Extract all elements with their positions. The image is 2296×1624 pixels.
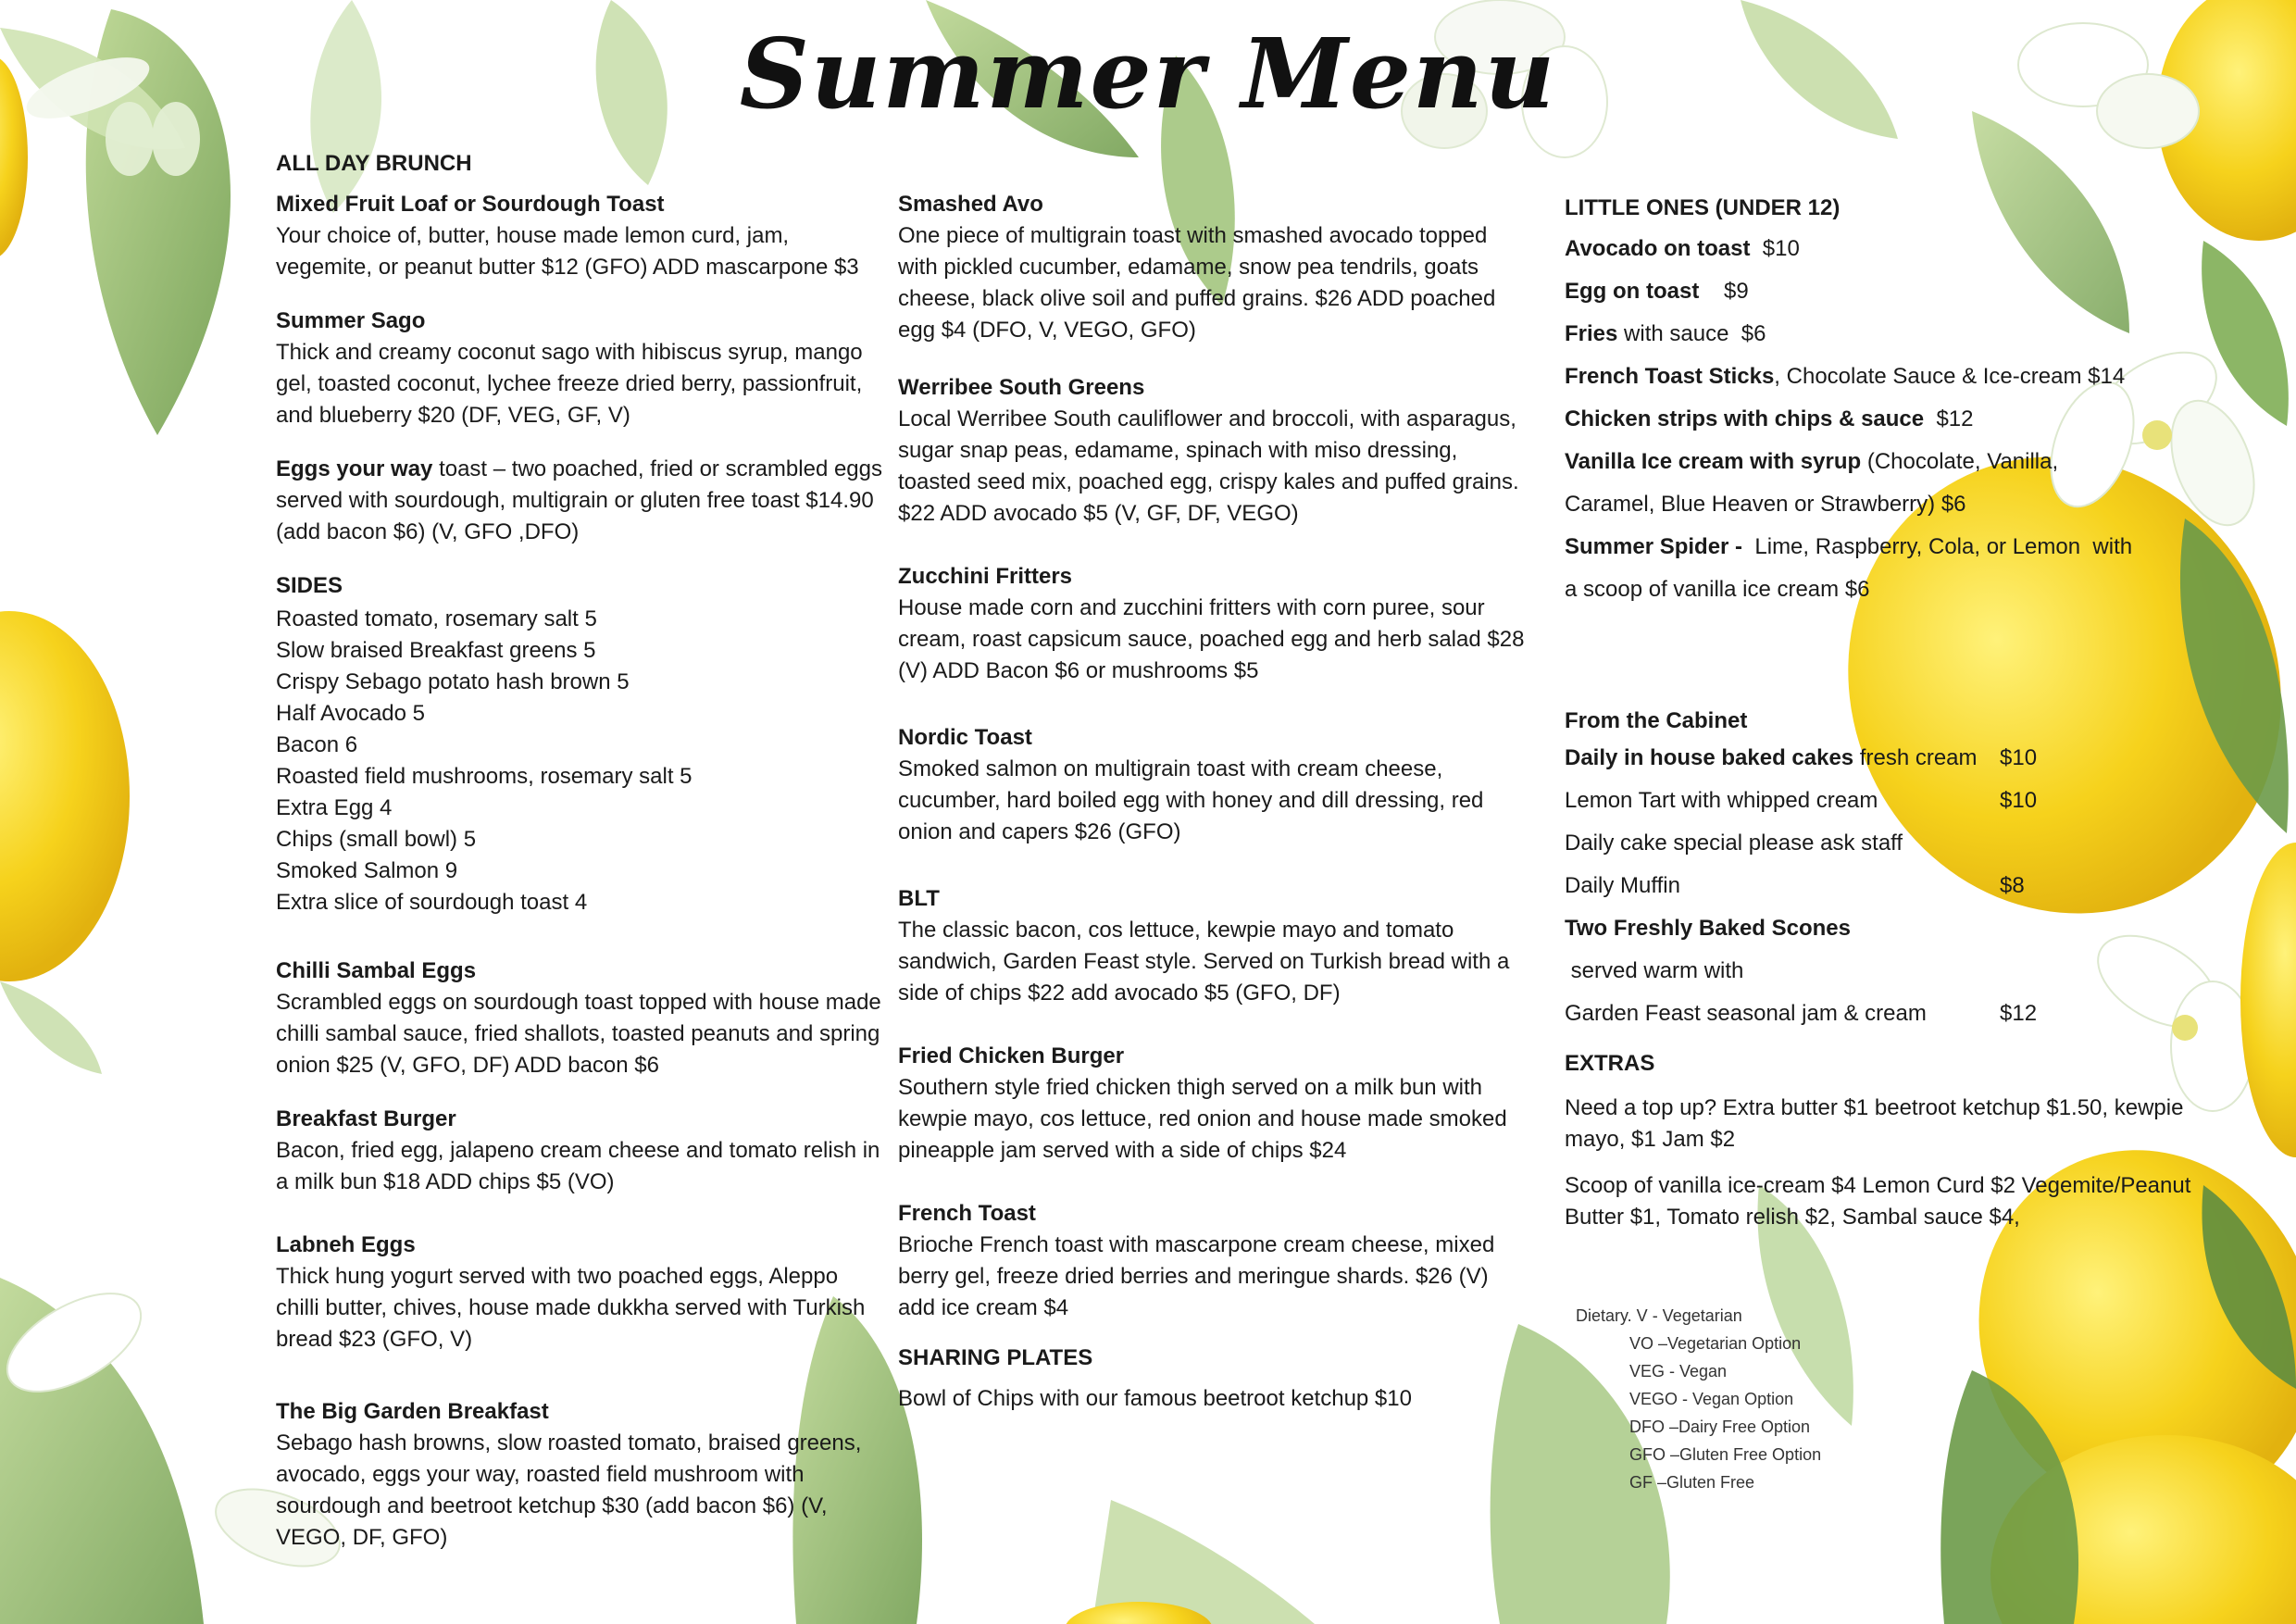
item-name: Summer Spider - — [1565, 534, 1743, 559]
item-detail: Daily Muffin — [1565, 873, 1680, 898]
menu-item — [898, 722, 1528, 848]
item-name: Egg on toast — [1565, 279, 1700, 304]
menu-item-name: Summer Sago — [276, 308, 426, 333]
list-item — [1565, 313, 2231, 356]
list-item: Chips (small bowl) 5 — [276, 827, 477, 852]
item-name: Chicken strips with chips & sauce — [1565, 406, 1925, 431]
list-item: Slow braised Breakfast greens 5 — [276, 638, 596, 663]
item-detail: Caramel, Blue Heaven or Strawberry) $6 — [1565, 492, 1966, 517]
item-detail: $9 — [1699, 279, 1749, 304]
menu-item — [276, 189, 887, 283]
list-item — [1565, 737, 2231, 780]
list-item: Extra slice of sourdough toast 4 — [276, 890, 588, 915]
item-name: Avocado on toast — [1565, 236, 1751, 261]
section-title-all-day-brunch: ALL DAY BRUNCH — [276, 151, 472, 176]
menu-item-name: Breakfast Burger — [276, 1106, 456, 1131]
menu-item-description: Thick and creamy coconut sago with hibiscus syrup, mango gel, toasted coconut, lychee freeze dried berry, passionfruit, and blueberry $20 (DF, VEG, GF, V) — [276, 340, 863, 428]
list-item: Roasted field mushrooms, rosemary salt 5 — [276, 764, 693, 789]
menu-item-description — [276, 454, 887, 548]
list-item — [1565, 780, 2231, 822]
item-detail: served warm with — [1565, 958, 1744, 983]
lemon-decoration — [0, 611, 130, 981]
dietary-legend-row: VO –Vegetarian Option — [1629, 1334, 1802, 1353]
menu-item-name: Smashed Avo — [898, 192, 1043, 217]
menu-item-description: Southern style fried chicken thigh served on a milk bun with kewpie mayo, cos lettuce, red onion and house made smoked pineapple jam served with a side of chips $24 — [898, 1075, 1507, 1163]
item-detail: (Chocolate, Vanilla, — [1861, 449, 2059, 474]
menu-item-name: Labneh Eggs — [276, 1232, 416, 1257]
menu-item — [276, 1230, 887, 1355]
menu-item-description: Smoked salmon on multigrain toast with cream cheese, cucumber, hard boiled egg with honey and dill dressing, red onion and capers $26 (GFO) — [898, 756, 1484, 844]
menu-item-name: Zucchini Fritters — [898, 564, 1073, 589]
dietary-legend-heading: Dietary. V - Vegetarian — [1576, 1306, 1742, 1325]
menu-item — [276, 1104, 887, 1198]
item-detail: Daily cake special please ask staff — [1565, 831, 1903, 856]
section-title-cabinet: From the Cabinet — [1565, 708, 1748, 733]
list-item — [1565, 568, 2231, 611]
menu-item-name: The Big Garden Breakfast — [276, 1399, 549, 1424]
list-item: Extra Egg 4 — [276, 795, 393, 820]
menu-item-name: BLT — [898, 886, 940, 911]
list-item — [1565, 993, 2231, 1035]
menu-item — [276, 454, 887, 548]
list-item — [1565, 526, 2231, 568]
menu-item-description: The classic bacon, cos lettuce, kewpie mayo and tomato sandwich, Garden Feast style. Served on Turkish bread with a side of chips $22 add avocado $5 (GFO, DF) — [898, 918, 1510, 1006]
dietary-legend-row: DFO –Dairy Free Option — [1629, 1418, 1811, 1436]
menu-item-name: Werribee South Greens — [898, 375, 1145, 400]
little-ones-list — [1565, 228, 2231, 611]
list-item — [1565, 822, 2231, 865]
item-detail: Lemon Tart with whipped cream — [1565, 788, 1878, 813]
menu-item-description-text: toast – two poached, fried or scrambled eggs served with sourdough, multigrain or gluten free toast $14.90 (add bacon $6) (V, GFO ,DFO) — [276, 456, 882, 544]
list-item — [1565, 270, 2231, 313]
item-detail: $10 — [1750, 236, 1800, 261]
list-item — [1565, 398, 2231, 441]
item-price: $10 — [2000, 745, 2038, 770]
item-name: Fries — [1565, 321, 1618, 346]
menu-item-description: Sebago hash browns, slow roasted tomato, braised greens, avocado, eggs your way, roasted field mushroom with sourdough and beetroot ketchup $30 (add bacon $6) (V, VEGO, DF, GFO) — [276, 1430, 862, 1550]
menu-item — [276, 306, 887, 431]
list-item — [1565, 483, 2231, 526]
item-detail: fresh cream — [1853, 745, 1978, 770]
sides-list — [276, 604, 887, 918]
leaf-decoration — [0, 981, 102, 1074]
menu-item-name: Mixed Fruit Loaf or Sourdough Toast — [276, 192, 665, 217]
menu-column-right — [1565, 193, 2231, 1248]
item-detail: with sauce $6 — [1617, 321, 1766, 346]
list-item: Smoked Salmon 9 — [276, 858, 458, 883]
item-detail: Garden Feast seasonal jam & cream — [1565, 1001, 1927, 1026]
list-item — [1565, 907, 2231, 993]
menu-item — [898, 189, 1528, 346]
list-item — [1565, 356, 2231, 398]
list-item: Half Avocado 5 — [276, 701, 426, 726]
section-title-extras: EXTRAS — [1565, 1051, 1655, 1076]
menu-item-description: Scrambled eggs on sourdough toast topped with house made chilli sambal sauce, fried shallots, toasted peanuts and spring onion $25 (V, GFO, DF) ADD bacon $6 — [276, 990, 881, 1078]
section-title-sharing-plates: SHARING PLATES — [898, 1345, 1093, 1370]
menu-column-middle — [898, 189, 1528, 1415]
menu-column-left — [276, 148, 887, 1576]
extras-line: Need a top up? Extra butter $1 beetroot ketchup $1.50, kewpie mayo, $1 Jam $2 — [1565, 1095, 2184, 1152]
sharing-plate-line: Bowl of Chips with our famous beetroot ketchup $10 — [898, 1386, 1412, 1411]
menu-item — [898, 1198, 1528, 1324]
cabinet-list — [1565, 737, 2231, 1035]
list-item — [1565, 441, 2231, 483]
item-detail: Lime, Raspberry, Cola, or Lemon with — [1742, 534, 2133, 559]
menu-item-description: Brioche French toast with mascarpone cream cheese, mixed berry gel, freeze dried berries and meringue shards. $26 (V) add ice cream $4 — [898, 1232, 1495, 1320]
extras-line: Scoop of vanilla ice-cream $4 Lemon Curd $2 Vegemite/Peanut Butter $1, Tomato relish $2, Sambal sauce $4, — [1565, 1173, 2191, 1230]
menu-item-description: Local Werribee South cauliflower and broccoli, with asparagus, sugar snap peas, edamame, spinach with miso dressing, toasted seed mix, poached egg, crispy kales and puffed grains. $22 ADD avocado $5 (V, GF, DF, VEGO) — [898, 406, 1519, 526]
menu-item-description: House made corn and zucchini fritters with corn puree, sour cream, roast capsicum sauce, poached egg and herb salad $28 (V) ADD Bacon $6 or mushrooms $5 — [898, 595, 1525, 683]
menu-item — [898, 883, 1528, 1009]
menu-item-description: Your choice of, butter, house made lemon curd, jam, vegemite, or peanut butter $12 (GFO) ADD mascarpone $3 — [276, 223, 859, 280]
menu-title: Summer Menu — [739, 17, 1557, 131]
dietary-legend-row: GF –Gluten Free — [1629, 1473, 1755, 1492]
dietary-legend — [1576, 1302, 1821, 1496]
item-name: French Toast Sticks — [1565, 364, 1775, 389]
item-detail: $12 — [1924, 406, 1974, 431]
dietary-legend-row: GFO –Gluten Free Option — [1629, 1445, 1822, 1464]
list-item: Roasted tomato, rosemary salt 5 — [276, 606, 597, 631]
list-item — [1565, 228, 2231, 270]
item-detail: a scoop of vanilla ice cream $6 — [1565, 577, 1870, 602]
menu-item-name: French Toast — [898, 1201, 1036, 1226]
item-detail: , Chocolate Sauce & Ice-cream $14 — [1774, 364, 2126, 389]
menu-item — [276, 1396, 887, 1554]
item-name: Daily in house baked cakes — [1565, 745, 1854, 770]
menu-item-description: One piece of multigrain toast with smashed avocado topped with pickled cucumber, edamame, snow pea tendrils, goats cheese, black olive soil and puffed grains. $26 ADD poached egg $4 (DFO, V, VEGO, GFO) — [898, 223, 1496, 343]
item-name: Vanilla Ice cream with syrup — [1565, 449, 1862, 474]
menu-item — [898, 372, 1528, 530]
section-title-little-ones: LITTLE ONES (UNDER 12) — [1565, 195, 1841, 220]
menu-item-name: Fried Chicken Burger — [898, 1043, 1125, 1068]
dietary-legend-row: VEGO - Vegan Option — [1629, 1390, 1794, 1408]
lemon-decoration — [2240, 843, 2296, 1157]
item-price: $8 — [2000, 873, 2025, 898]
item-price: $10 — [2000, 788, 2038, 813]
menu-item-name: Chilli Sambal Eggs — [276, 958, 477, 983]
menu-item-description: Bacon, fried egg, jalapeno cream cheese and tomato relish in a milk bun $18 ADD chips $5 (VO) — [276, 1138, 880, 1194]
menu-item-name: Nordic Toast — [898, 725, 1032, 750]
list-item: Crispy Sebago potato hash brown 5 — [276, 669, 630, 694]
menu-item — [898, 561, 1528, 687]
item-price: $12 — [2000, 1001, 2038, 1026]
list-item — [1565, 865, 2231, 907]
dietary-legend-row: VEG - Vegan — [1629, 1362, 1728, 1380]
menu-item-description: Thick hung yogurt served with two poached eggs, Aleppo chilli butter, chives, house made dukkha served with Turkish bread $23 (GFO, V) — [276, 1264, 866, 1352]
item-name: Two Freshly Baked Scones — [1565, 916, 1851, 941]
menu-item-name: Eggs your way — [276, 456, 433, 481]
menu-item — [898, 1041, 1528, 1167]
list-item: Bacon 6 — [276, 732, 358, 757]
menu-item — [276, 956, 887, 1081]
section-title-sides: SIDES — [276, 573, 343, 598]
